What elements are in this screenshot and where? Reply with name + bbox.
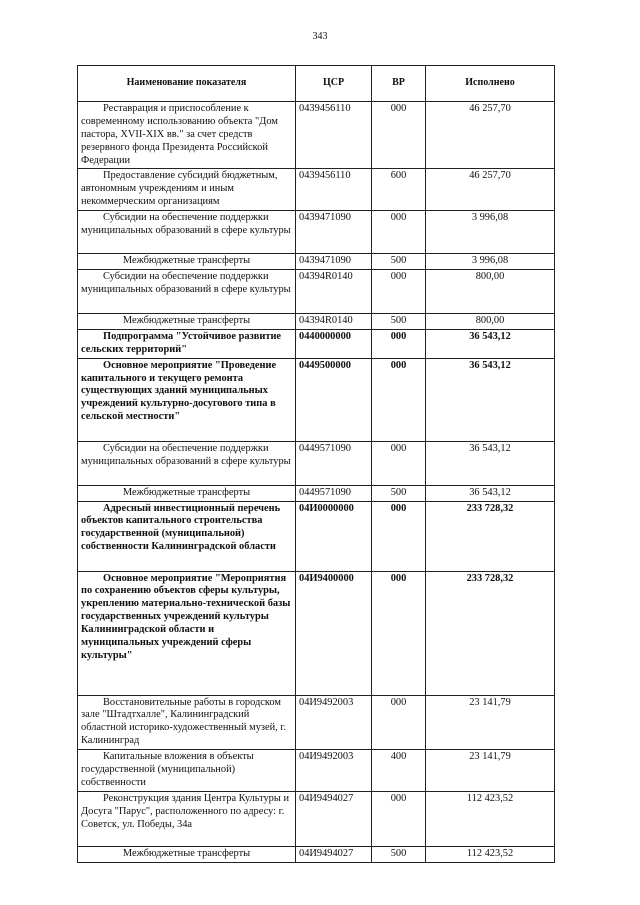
row-csr: 0440000000 [296,329,372,358]
row-executed: 36 543,12 [426,329,555,358]
row-csr: 0439456110 [296,102,372,169]
row-vr: 500 [372,485,426,501]
row-name: Подпрограмма "Устойчивое развитие сельских территорий" [78,329,296,358]
table-row [78,314,555,330]
row-name: Основное мероприятие "Проведение капитального и текущего ремонта существующих зданий муниципальных учреждений культурно-досугового типа в сельской местности" [78,358,296,441]
row-vr: 000 [372,358,426,441]
row-name: Адресный инвестиционный перечень объектов капитального строительства государственной (муниципальной) собственности Калининградской области [78,501,296,571]
row-executed: 3 996,08 [426,254,555,270]
row-csr: 04И0000000 [296,501,372,571]
column-header-name: Наименование показателя [78,66,296,102]
row-name: Восстановительные работы в городском зале "Штадтхалле", Калининградский областной историко-художественный музей, г. Калининград [78,695,296,750]
table-row [78,501,555,571]
row-executed: 46 257,70 [426,102,555,169]
row-csr: 0439456110 [296,169,372,211]
column-header-csr: ЦСР [296,66,372,102]
row-vr: 000 [372,571,426,695]
row-csr: 04И9492003 [296,750,372,792]
row-name: Субсидии на обеспечение поддержки муниципальных образований в сфере культуры [78,270,296,314]
table-row [78,571,555,695]
row-vr: 600 [372,169,426,211]
row-executed: 233 728,32 [426,571,555,695]
row-csr: 04394R0140 [296,270,372,314]
row-executed: 800,00 [426,270,555,314]
row-executed: 46 257,70 [426,169,555,211]
row-vr: 000 [372,695,426,750]
row-csr: 0439471090 [296,254,372,270]
row-name: Реконструкция здания Центра Культуры и Досуга "Парус", расположенного по адресу: г. Советск, ул. Победы, 34а [78,792,296,847]
row-csr: 04394R0140 [296,314,372,330]
row-executed: 800,00 [426,314,555,330]
row-vr: 000 [372,501,426,571]
page-number: 343 [312,31,328,42]
row-vr: 000 [372,329,426,358]
row-executed: 23 141,79 [426,750,555,792]
row-executed: 112 423,52 [426,847,555,863]
column-header-vr: ВР [372,66,426,102]
row-name: Основное мероприятие "Мероприятия по сохранению объектов сферы культуры, укреплению материально-технической базы государственных учреждений культуры Калининградской области и муниципальных учреждений сферы культуры" [78,571,296,695]
table-row [78,169,555,211]
row-name: Капитальные вложения в объекты государственной (муниципальной) собственности [78,750,296,792]
row-vr: 000 [372,441,426,485]
table-row [78,254,555,270]
row-csr: 04И9494027 [296,847,372,863]
row-name: Межбюджетные трансферты [78,314,296,330]
table-row [78,485,555,501]
table-row [78,102,555,169]
row-name: Субсидии на обеспечение поддержки муниципальных образований в сфере культуры [78,211,296,254]
table-row [78,270,555,314]
budget-execution-table [77,65,555,863]
row-name: Субсидии на обеспечение поддержки муниципальных образований в сфере культуры [78,441,296,485]
row-vr: 000 [372,792,426,847]
row-csr: 04И9492003 [296,695,372,750]
row-vr: 000 [372,270,426,314]
row-name: Межбюджетные трансферты [78,485,296,501]
row-name: Межбюджетные трансферты [78,847,296,863]
table-row [78,358,555,441]
row-vr: 000 [372,102,426,169]
table-row [78,211,555,254]
table-row [78,847,555,863]
row-executed: 23 141,79 [426,695,555,750]
row-csr: 0449571090 [296,485,372,501]
row-executed: 112 423,52 [426,792,555,847]
table-row [78,441,555,485]
row-executed: 36 543,12 [426,358,555,441]
row-executed: 3 996,08 [426,211,555,254]
row-vr: 500 [372,847,426,863]
row-vr: 000 [372,211,426,254]
row-csr: 04И9494027 [296,792,372,847]
row-executed: 233 728,32 [426,501,555,571]
row-name: Реставрация и приспособление к современному использованию объекта "Дом пастора, XVII-XIX вв." за счет средств резервного фонда Президента Российской Федерации [78,102,296,169]
row-vr: 400 [372,750,426,792]
row-executed: 36 543,12 [426,441,555,485]
row-vr: 500 [372,254,426,270]
row-csr: 04И9400000 [296,571,372,695]
row-vr: 500 [372,314,426,330]
column-header-executed: Исполнено [426,66,555,102]
table-row [78,750,555,792]
row-name: Предоставление субсидий бюджетным, автономным учреждениям и иным некоммерческим организациям [78,169,296,211]
table-header-row [78,66,555,102]
table-row [78,329,555,358]
row-csr: 0449571090 [296,441,372,485]
table-row [78,792,555,847]
table-row [78,695,555,750]
row-executed: 36 543,12 [426,485,555,501]
row-csr: 0449500000 [296,358,372,441]
row-csr: 0439471090 [296,211,372,254]
row-name: Межбюджетные трансферты [78,254,296,270]
